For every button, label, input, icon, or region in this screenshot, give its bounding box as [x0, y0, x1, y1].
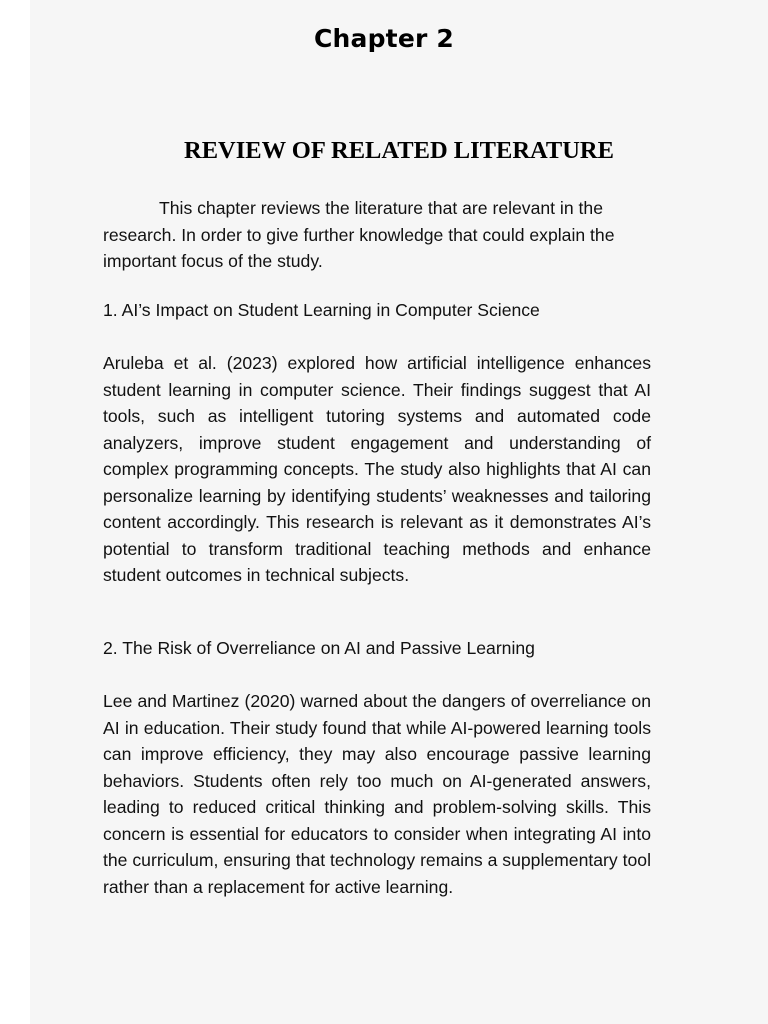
- section-2-body: Lee and Martinez (2020) warned about the dangers of overreliance on AI in education. Their study found that while AI-powered learning tools can improve efficiency, they may also encourage passive learning behaviors. Students often rely too much on AI-generated answers, leading to reduced critical thinking and problem-solving skills. This concern is essential for educators to consider when integrating AI into the curriculum, ensuring that technology remains a supplementary tool rather than a replacement for active learning.: [103, 691, 651, 897]
- page-title: REVIEW OF RELATED LITERATURE: [184, 137, 614, 164]
- section-1-heading: 1. AI’s Impact on Student Learning in Computer Science: [103, 300, 540, 320]
- section-2-heading: 2. The Risk of Overreliance on AI and Passive Learning: [103, 638, 535, 658]
- section-1-body: Aruleba et al. (2023) explored how artificial intelligence enhances student learning in computer science. Their findings suggest that AI tools, such as intelligent tutoring systems and automated code analyzers, improve student engagement and understanding of complex programming concepts. The study also highlights that AI can personalize learning by identifying students’ weaknesses and tailoring content accordingly. This research is relevant as it demonstrates AI’s potential to transform traditional teaching methods and enhance student outcomes in technical subjects.: [103, 353, 651, 585]
- intro-paragraph: This chapter reviews the literature that are relevant in the research. In order to give further knowledge that could explain the important focus of the study.: [103, 198, 615, 271]
- chapter-heading: Chapter 2: [313, 24, 455, 53]
